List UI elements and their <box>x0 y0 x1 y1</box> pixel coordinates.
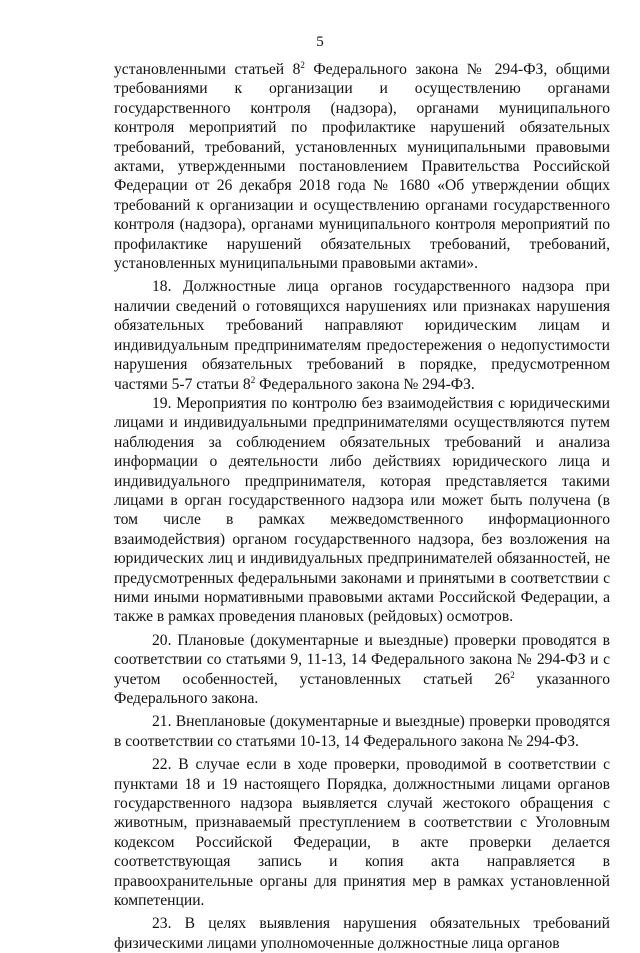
document-body <box>114 60 610 953</box>
text-segment: 20. Плановые (документарные и выездные) проверки проводятся в соответствии со статьями 9, 11-13, 14 Федерального закона № 294-ФЗ и с учетом особенностей, установленных статьей 26 <box>114 631 610 688</box>
superscript: 2 <box>510 669 515 680</box>
text-segment: указанного Федерального закона. <box>114 670 610 707</box>
paragraph-23 <box>114 914 610 953</box>
paragraph-continuation <box>114 60 610 273</box>
paragraph-18 <box>114 277 610 393</box>
page-number: 5 <box>316 34 324 50</box>
superscript: 2 <box>250 374 256 385</box>
text-segment: установленными статьей 8 <box>114 61 301 78</box>
paragraph-20 <box>114 631 610 709</box>
paragraph-21 <box>114 712 610 751</box>
text-segment: 19. Мероприятия по контролю без взаимодействия с юридическими лицами и индивидуальными предпринимателями осуществляются путем наблюдения за соблюдением обязательных требований и анализа информации о деятельности либо действиях юридического лица и индивидуального предпринимателя, которая представляется такими лицами в орган государственного надзора или может быть получена (в том числе в рамках межведомственного информационного взаимодействия) органом государственного надзора, без возложения на юридических лиц и индивидуальных предпринимателей обязанностей, не предусмотренных федеральными законами и принятыми в соответствии с ними иными нормативными правовыми актами Российской Федерации, а также в рамках проведения плановых (рейдовых) осмотров. <box>114 394 610 626</box>
text-segment: 22. В случае если в ходе проверки, проводимой в соответствии с пунктами 18 и 19 настоящего Порядка, должностными лицами органов государственного надзора выявляется случай жестокого обращения с животным, признаваемый преступлением в соответствии с Уголовным кодексом Российской Федерации, в акте проверки делается соответствующая запись и копия акта направляется в правоохранительные органы для принятия мер в рамках установленной компетенции. <box>114 756 610 910</box>
superscript: 2 <box>300 59 305 70</box>
paragraph-19 <box>114 394 610 627</box>
text-segment: 18. Должностные лица органов государственного надзора при наличии сведений о готовящихся нарушениях или признаках нарушения обязательных требований направляют юридическим лицам и индивидуальным предпринимателям предостережения о недопустимости нарушения обязательных требований в порядке, предусмотренном частями 5-7 статьи 8 <box>114 278 610 393</box>
paragraph-22 <box>114 755 610 910</box>
text-segment: Федерального закона № 294-ФЗ. <box>255 375 475 393</box>
text-segment: 23. В целях выявления нарушения обязательных требований физическими лицами уполномоченные должностные лица органов <box>114 915 610 952</box>
text-segment: Федерального закона № 294-ФЗ, общими требованиями к организации и осуществлению органами государственного контроля (надзора), органами муниципального контроля мероприятий по профилактике нарушений обязательных требований, требований, установленных муниципальными правовыми актами, утвержденными постановлением Правительства Российской Федерации от 26 декабря 2018 года № 1680 «Об утверждении общих требований к организации и осуществлению органами государственного контроля (надзора), органами муниципального контроля мероприятий по профилактике нарушений обязательных требований, требований, установленных муниципальными правовыми актами». <box>114 61 610 273</box>
text-segment: 21. Внеплановые (документарные и выездные) проверки проводятся в соответствии со статьями 10-13, 14 Федерального закона № 294-ФЗ. <box>114 713 610 750</box>
